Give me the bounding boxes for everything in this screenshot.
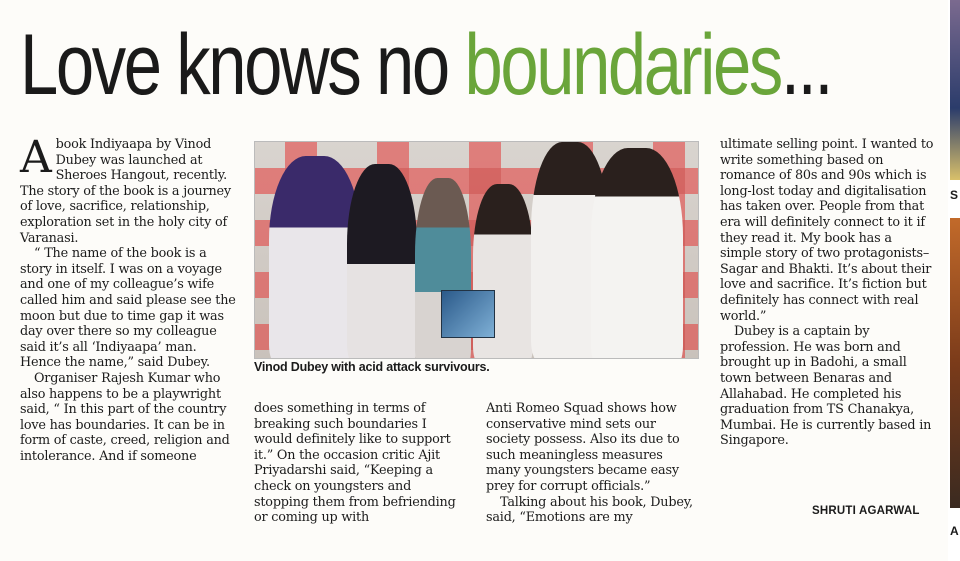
headline-suffix: ... (780, 17, 832, 113)
adjacent-text-fragment: A (950, 524, 959, 538)
adjacent-photo (950, 218, 960, 508)
article-column-1 (20, 132, 236, 464)
col1-paragraph-2: “ The name of the book is a story in itself. I was on a voyage and one of my colleague’s wife called him and said please see the moon but due to time gap it was day over there so my colleague said it’s all ‘Indiyaapa’ man. Hence the name,” said Dubey. (20, 246, 236, 371)
col3-paragraph-2: Talking about his book, Dubey, said, “Emotions are my (486, 494, 693, 526)
article-column-2 (254, 401, 466, 526)
book-held (441, 290, 495, 338)
col4-paragraph-1: ultimate selling point. I wanted to write something based on romance of 80s and 90s which is long-lost today and digitalisation has taken over. People from that era will definitely connect to it if they read it. My book has a simple story of two protagonists– Sagar and Bhakti. It’s about their love and sacrifice. It’s fiction but definitely has connect with real world.” (720, 137, 934, 324)
col2-paragraph: does something in terms of breaking such boundaries I would definitely like to support it.” On the occasion critic Ajit Priyadarshi said, “Keeping a check on youngsters and stopping them from befriending or coming up with (254, 401, 456, 526)
col4-paragraph-2: Dubey is a captain by profession. He was born and brought up in Badohi, a small town between Benaras and Allahabad. He completed his graduation from TS Chanakya, Mumbai. He is currently based in Singapore. (720, 324, 932, 449)
person-figure (591, 148, 683, 359)
article-photo (254, 141, 699, 359)
headline-prefix: Love knows no (20, 17, 465, 113)
headline (20, 6, 832, 124)
photo-caption: Vinod Dubey with acid attack survivours. (254, 360, 490, 374)
byline: SHRUTI AGARWAL (812, 505, 920, 517)
drop-cap: A (20, 132, 52, 183)
article-column-4 (720, 137, 936, 449)
col1-paragraph-3: Organiser Rajesh Kumar who also happens to be a playwright said, “ In this part of the country love has boundaries. It can be in form of caste, creed, religion and intolerance. And if someone (20, 370, 230, 464)
person-figure (347, 164, 417, 359)
adjacent-photo (950, 0, 960, 180)
col1-paragraph-1: book Indiyaapa by Vinod Dubey was launched at Sheroes Hangout, recently. The story of the book is a journey of love, sacrifice, relationship, exploration set in the holy city of Varanasi. (20, 137, 231, 246)
col3-paragraph-1: Anti Romeo Squad shows how conservative mind sets our society possess. Also its due to such meaningless measures many youngsters became easy prey for corrupt officials.” (486, 401, 680, 494)
adjacent-text-fragment: S (950, 188, 959, 202)
headline-accent-word: boundaries (464, 17, 781, 113)
article-column-3 (486, 401, 700, 526)
